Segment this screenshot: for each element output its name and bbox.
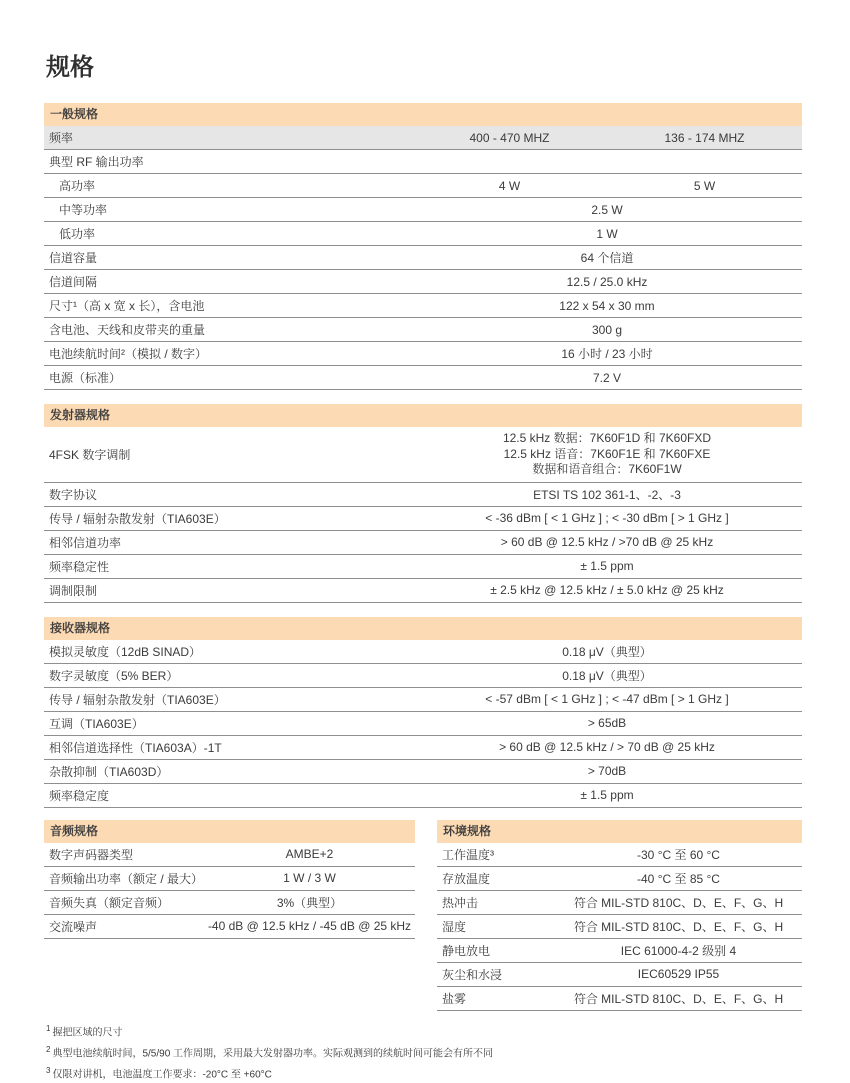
spec-label: 高功率 <box>44 174 412 197</box>
spec-value: 符合 MIL-STD 810C、D、E、F、G、H <box>555 987 802 1010</box>
spec-row <box>44 366 802 390</box>
spec-row <box>437 867 802 891</box>
spec-label: 湿度 <box>437 915 555 938</box>
spec-row <box>44 664 802 688</box>
spec-value: 0.18 μV（典型） <box>412 664 802 687</box>
spec-row <box>44 507 802 531</box>
section-general-specs <box>44 103 802 390</box>
spec-label: 存放温度 <box>437 867 555 890</box>
spec-label: 信道容量 <box>44 246 412 269</box>
spec-row <box>44 198 802 222</box>
spec-label: 相邻信道功率 <box>44 531 412 554</box>
section-environment-specs <box>437 820 802 1011</box>
spec-value: 2.5 W <box>412 200 802 220</box>
footnote-text: 握把区域的尺寸 <box>52 1027 122 1038</box>
spec-label: 互调（TIA603E） <box>44 712 412 735</box>
spec-value: 1 W / 3 W <box>204 868 415 888</box>
spec-value: 4 W <box>412 176 607 196</box>
spec-label: 杂散抑制（TIA603D） <box>44 760 412 783</box>
spec-value: < -36 dBm [ < 1 GHz ] ; < -30 dBm [ > 1 GHz ] <box>412 508 802 528</box>
spec-label: 音频输出功率（额定 / 最大） <box>44 867 204 890</box>
spec-label: 尺寸¹（高 x 宽 x 长），含电池 <box>44 294 412 317</box>
spec-row <box>44 760 802 784</box>
spec-row <box>44 427 802 483</box>
spec-label: 传导 / 辐射杂散发射（TIA603E） <box>44 507 412 530</box>
spec-row <box>44 294 802 318</box>
spec-value: -40 dB @ 12.5 kHz / -45 dB @ 25 kHz <box>204 916 415 936</box>
spec-row <box>44 126 802 150</box>
spec-value: 16 小时 / 23 小时 <box>412 342 802 365</box>
spec-label: 数字声码器类型 <box>44 843 204 866</box>
spec-value: > 60 dB @ 12.5 kHz / > 70 dB @ 25 kHz <box>412 737 802 757</box>
spec-label: 典型 RF 输出功率 <box>44 150 412 173</box>
spec-value: 12.5 / 25.0 kHz <box>412 272 802 292</box>
section-header: 环境规格 <box>437 820 802 843</box>
section-header: 音频规格 <box>44 820 415 843</box>
footnote-2 <box>46 1041 802 1062</box>
footnotes <box>44 1020 802 1083</box>
spec-value: 136 - 174 MHZ <box>607 128 802 148</box>
footnote-text: 典型电池续航时间，5/5/90 工作周期，采用最大发射器功率。实际观测到的续航时间可能会有所不同 <box>52 1048 493 1059</box>
footnote-marker: 1 <box>46 1024 50 1033</box>
spec-label: 工作温度³ <box>437 843 555 866</box>
spec-label: 传导 / 辐射杂散发射（TIA603E） <box>44 688 412 711</box>
spec-label: 频率稳定度 <box>44 784 412 807</box>
spec-row <box>44 915 415 939</box>
page-title: 规格 <box>46 54 802 82</box>
spec-row <box>44 531 802 555</box>
spec-label: 相邻信道选择性（TIA603A）-1T <box>44 736 412 759</box>
spec-label: 电源（标准） <box>44 366 412 389</box>
spec-value: 1 W <box>412 224 802 244</box>
spec-row <box>437 891 802 915</box>
spec-label: 热冲击 <box>437 891 555 914</box>
spec-row <box>437 915 802 939</box>
spec-label: 含电池、天线和皮带夹的重量 <box>44 318 412 341</box>
spec-value: 122 x 54 x 30 mm <box>412 296 802 316</box>
page-content <box>44 0 802 1083</box>
spec-label: 静电放电 <box>437 939 555 962</box>
spec-label: 灰尘和水浸 <box>437 963 555 986</box>
spec-value: -40 °C 至 85 °C <box>555 867 802 890</box>
spec-value: < -57 dBm [ < 1 GHz ] ; < -47 dBm [ > 1 GHz ] <box>412 689 802 709</box>
section-header: 发射器规格 <box>44 404 802 427</box>
spec-row <box>44 270 802 294</box>
spec-label: 调制限制 <box>44 579 412 602</box>
spec-value: 12.5 kHz 数据：7K60F1D 和 7K60FXD 12.5 kHz 语音：7K60F1E 和 7K60FXE 数据和语音组合：7K60F1W <box>412 427 802 482</box>
spec-value: 400 - 470 MHZ <box>412 128 607 148</box>
spec-value: > 60 dB @ 12.5 kHz / >70 dB @ 25 kHz <box>412 532 802 552</box>
spec-label: 盐雾 <box>437 987 555 1010</box>
spec-value: AMBE+2 <box>204 844 415 864</box>
spec-value: 3%（典型） <box>204 891 415 914</box>
spec-label: 音频失真（额定音频） <box>44 891 204 914</box>
spec-label: 频率稳定性 <box>44 555 412 578</box>
spec-label: 低功率 <box>44 222 412 245</box>
spec-label: 4FSK 数字调制 <box>44 443 412 466</box>
spec-value: 300 g <box>412 320 802 340</box>
footnote-marker: 2 <box>46 1045 50 1054</box>
spec-row <box>44 174 802 198</box>
spec-row <box>44 483 802 507</box>
spec-row <box>437 843 802 867</box>
spec-row <box>44 688 802 712</box>
spec-value: 7.2 V <box>412 368 802 388</box>
spec-label: 频率 <box>44 126 412 149</box>
spec-label: 模拟灵敏度（12dB SINAD） <box>44 640 412 663</box>
spec-row <box>44 891 415 915</box>
spec-row <box>44 246 802 270</box>
spec-value: > 70dB <box>412 761 802 781</box>
spec-label: 信道间隔 <box>44 270 412 293</box>
spec-value: 5 W <box>607 176 802 196</box>
section-audio-specs <box>44 820 415 1011</box>
footnote-text: 仅限对讲机，电池温度工作要求：-20°C 至 +60°C <box>52 1069 271 1080</box>
spec-row <box>44 150 802 174</box>
spec-label: 数字协议 <box>44 483 412 506</box>
spec-row <box>44 555 802 579</box>
spec-row <box>44 712 802 736</box>
spec-row <box>44 640 802 664</box>
spec-row <box>44 736 802 760</box>
spec-value: ± 1.5 ppm <box>412 556 802 576</box>
spec-row <box>44 867 415 891</box>
spec-value: 符合 MIL-STD 810C、D、E、F、G、H <box>555 915 802 938</box>
spec-value: -30 °C 至 60 °C <box>555 843 802 866</box>
section-header: 接收器规格 <box>44 617 802 640</box>
spec-row <box>437 939 802 963</box>
section-header: 一般规格 <box>44 103 802 126</box>
spec-row <box>44 342 802 366</box>
spec-value: ± 1.5 ppm <box>412 785 802 805</box>
spec-value: IEC 61000-4-2 级别 4 <box>555 939 802 962</box>
section-transmitter-specs <box>44 404 802 603</box>
spec-value: > 65dB <box>412 713 802 733</box>
spec-row <box>44 222 802 246</box>
spec-row <box>437 987 802 1011</box>
footnote-3 <box>46 1062 802 1083</box>
spec-label: 中等功率 <box>44 198 412 221</box>
spec-value: ETSI TS 102 361-1、-2、-3 <box>412 483 802 506</box>
spec-label: 交流噪声 <box>44 915 204 938</box>
spec-value: IEC60529 IP55 <box>555 964 802 984</box>
spec-value: 64 个信道 <box>412 246 802 269</box>
spec-row <box>44 318 802 342</box>
spec-row <box>44 843 415 867</box>
spec-value: 符合 MIL-STD 810C、D、E、F、G、H <box>555 891 802 914</box>
footnote-marker: 3 <box>46 1066 50 1075</box>
spec-row <box>44 579 802 603</box>
spec-value: 0.18 μV（典型） <box>412 640 802 663</box>
spec-row <box>437 963 802 987</box>
bottom-tables <box>44 820 802 1011</box>
section-receiver-specs <box>44 617 802 808</box>
spec-value: ± 2.5 kHz @ 12.5 kHz / ± 5.0 kHz @ 25 kHz <box>412 580 802 600</box>
footnote-1 <box>46 1020 802 1041</box>
spec-label: 电池续航时间²（模拟 / 数字） <box>44 342 412 365</box>
spec-label: 数字灵敏度（5% BER） <box>44 664 412 687</box>
spec-row <box>44 784 802 808</box>
